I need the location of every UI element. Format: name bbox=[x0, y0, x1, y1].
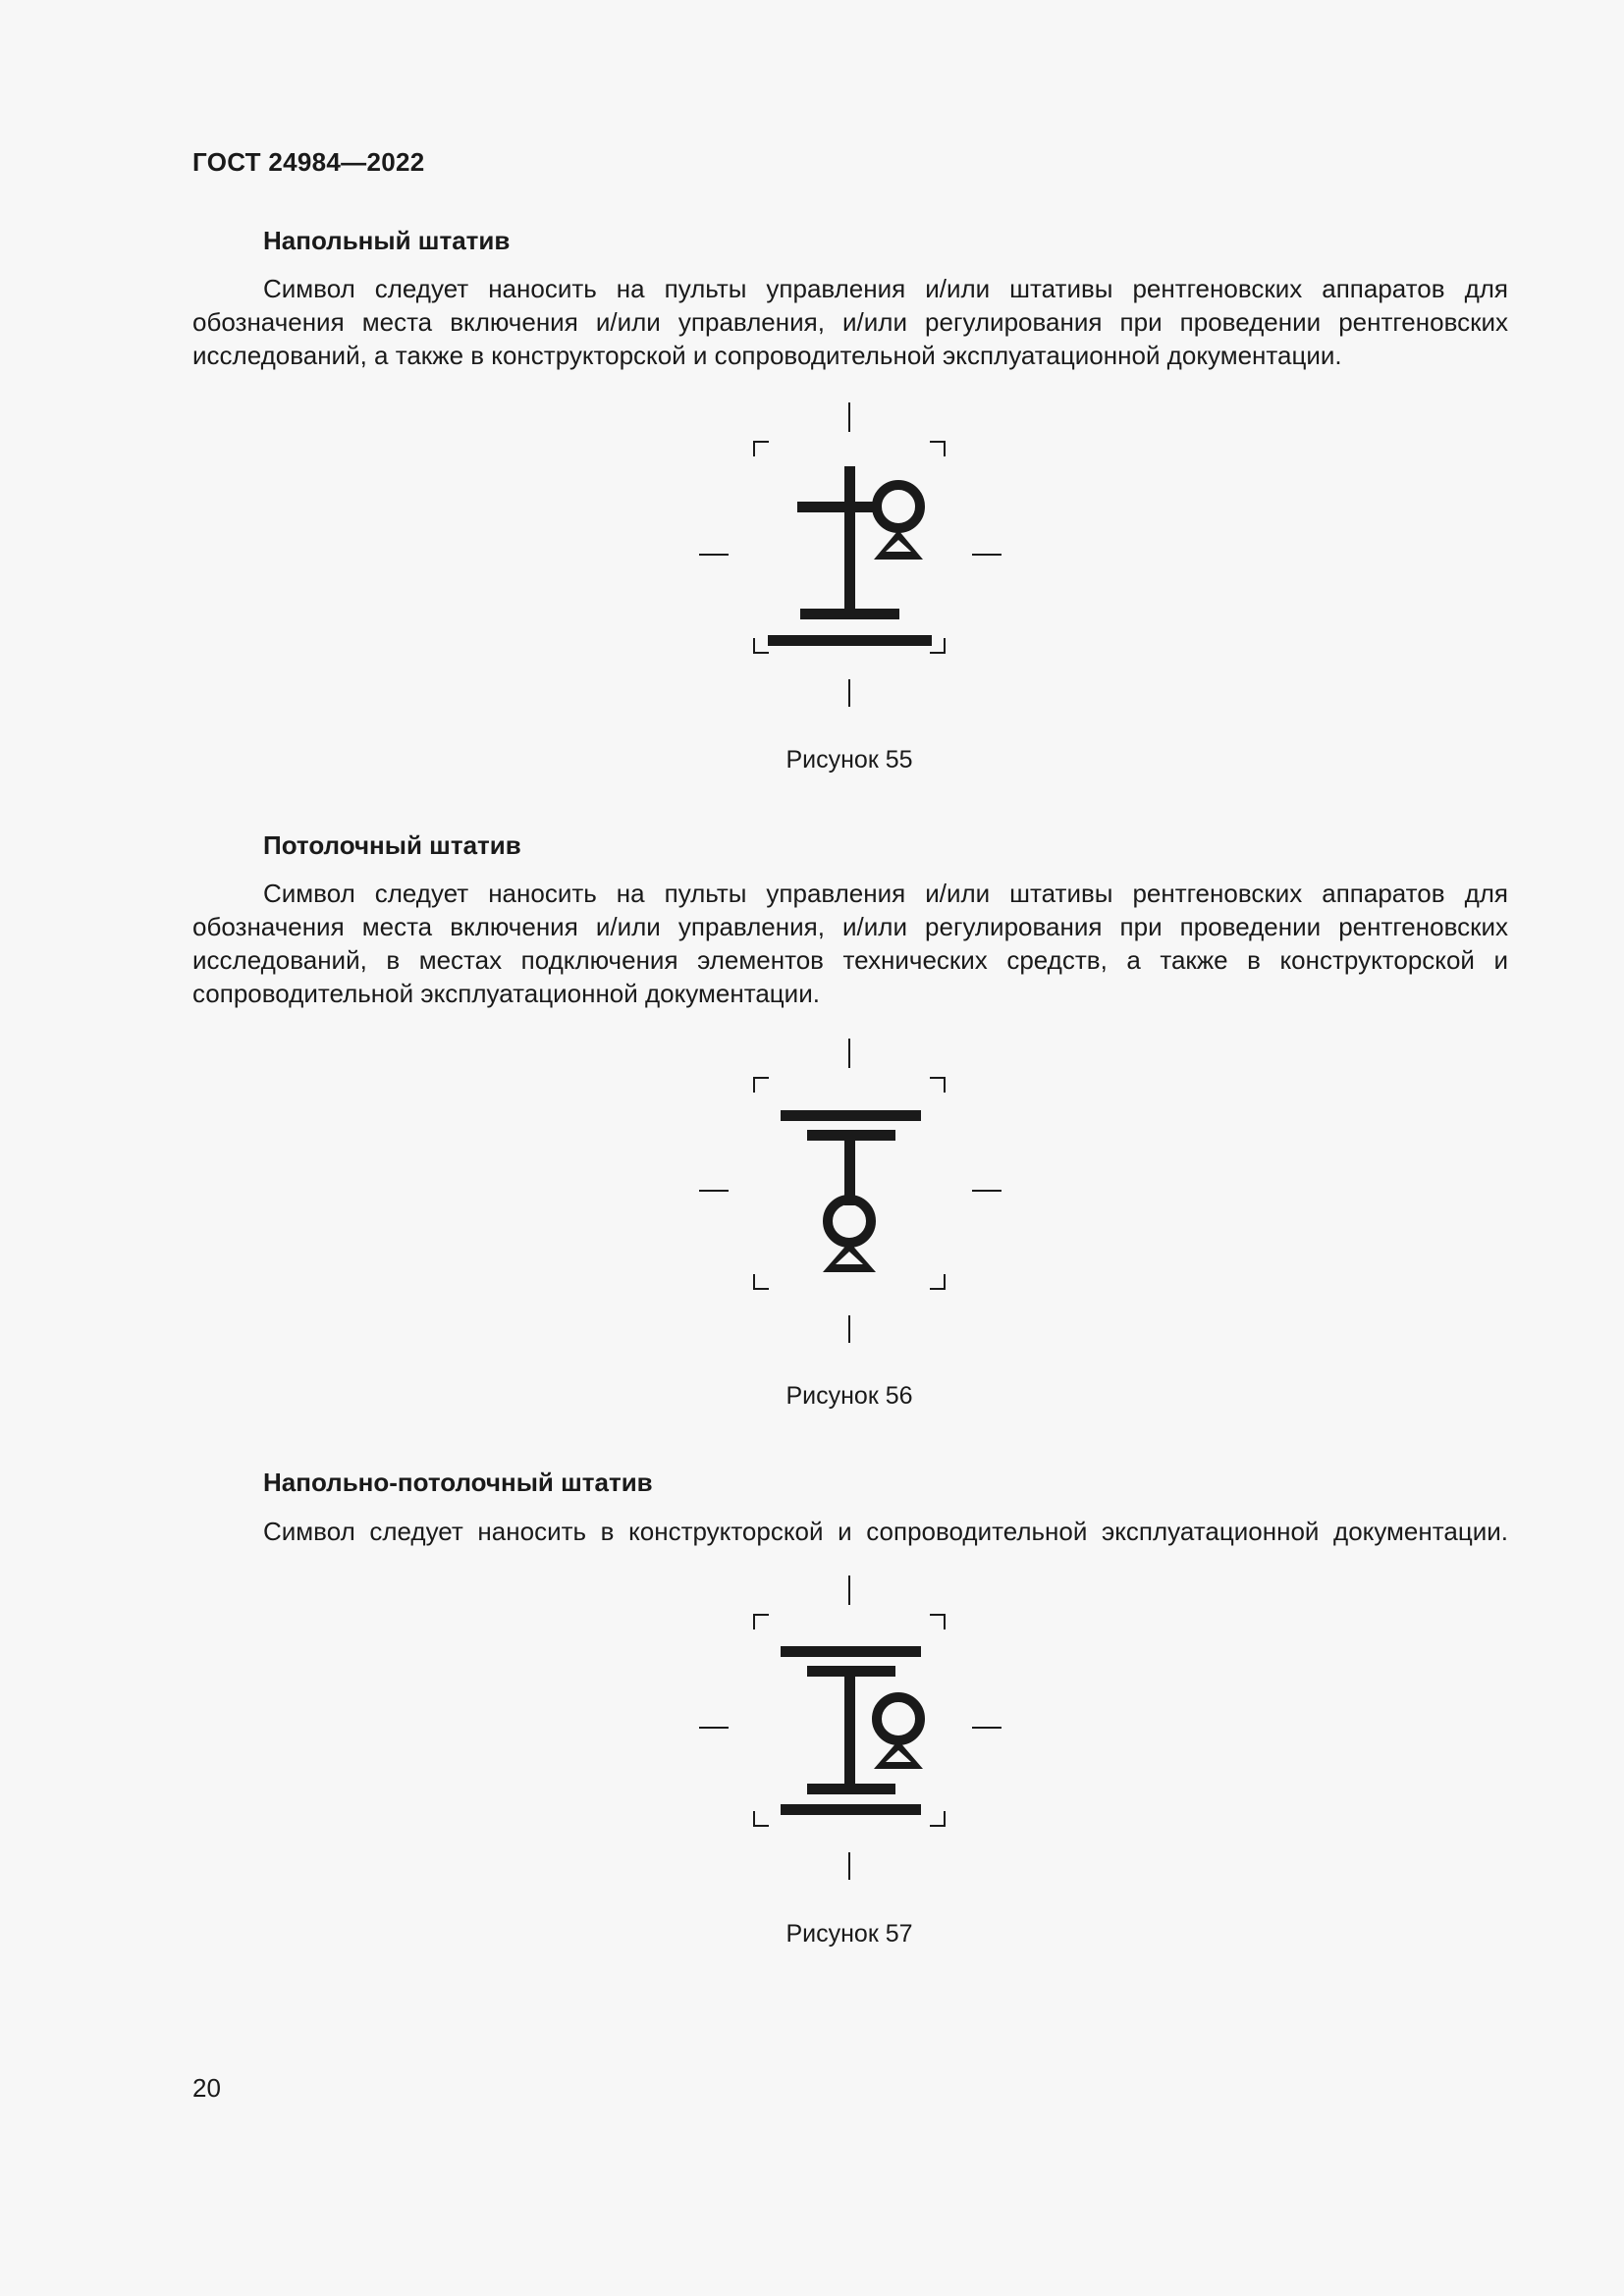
figure-ceiling-stand bbox=[687, 1039, 1011, 1343]
figure-caption-57: Рисунок 57 bbox=[785, 1920, 913, 1948]
figure-caption-56: Рисунок 56 bbox=[785, 1382, 913, 1410]
figure-floor-ceiling-stand bbox=[687, 1575, 1011, 1880]
section-heading-floor-ceiling-stand: Напольно-потолочный штатив bbox=[263, 1468, 653, 1497]
section-paragraph-floor-ceiling-stand: Символ следует наносить в конструкторской и сопроводительной эксплуатационной документации. bbox=[263, 1517, 1508, 1546]
section-paragraph-floor-stand: Символ следует наносить на пульты управления и/или штативы рентгеновских аппаратов для обозначения места включения и/или управления, и/или регулирования при проведении рентгеновских исследований, а также в конструкторской и сопроводительной эксплуатационной документации. bbox=[192, 274, 1508, 370]
ceiling-stand-icon bbox=[687, 1039, 1011, 1343]
figure-caption-55: Рисунок 55 bbox=[785, 746, 913, 774]
floor-stand-icon bbox=[687, 402, 1011, 707]
page-number: 20 bbox=[192, 2073, 221, 2103]
floor-ceiling-stand-icon bbox=[687, 1575, 1011, 1880]
section-paragraph-ceiling-stand: Символ следует наносить на пульты управления и/или штативы рентгеновских аппаратов для обозначения места включения и/или управления, и/или регулирования при проведении рентгеновских исследований, в местах подключения элементов технических средств, а также в конструкторской и сопроводительной эксплуатационной документации. bbox=[192, 879, 1508, 1008]
section-heading-ceiling-stand: Потолочный штатив bbox=[263, 830, 521, 860]
figure-floor-stand bbox=[687, 402, 1011, 707]
section-heading-floor-stand: Напольный штатив bbox=[263, 226, 511, 255]
document-header: ГОСТ 24984—2022 bbox=[192, 147, 425, 177]
